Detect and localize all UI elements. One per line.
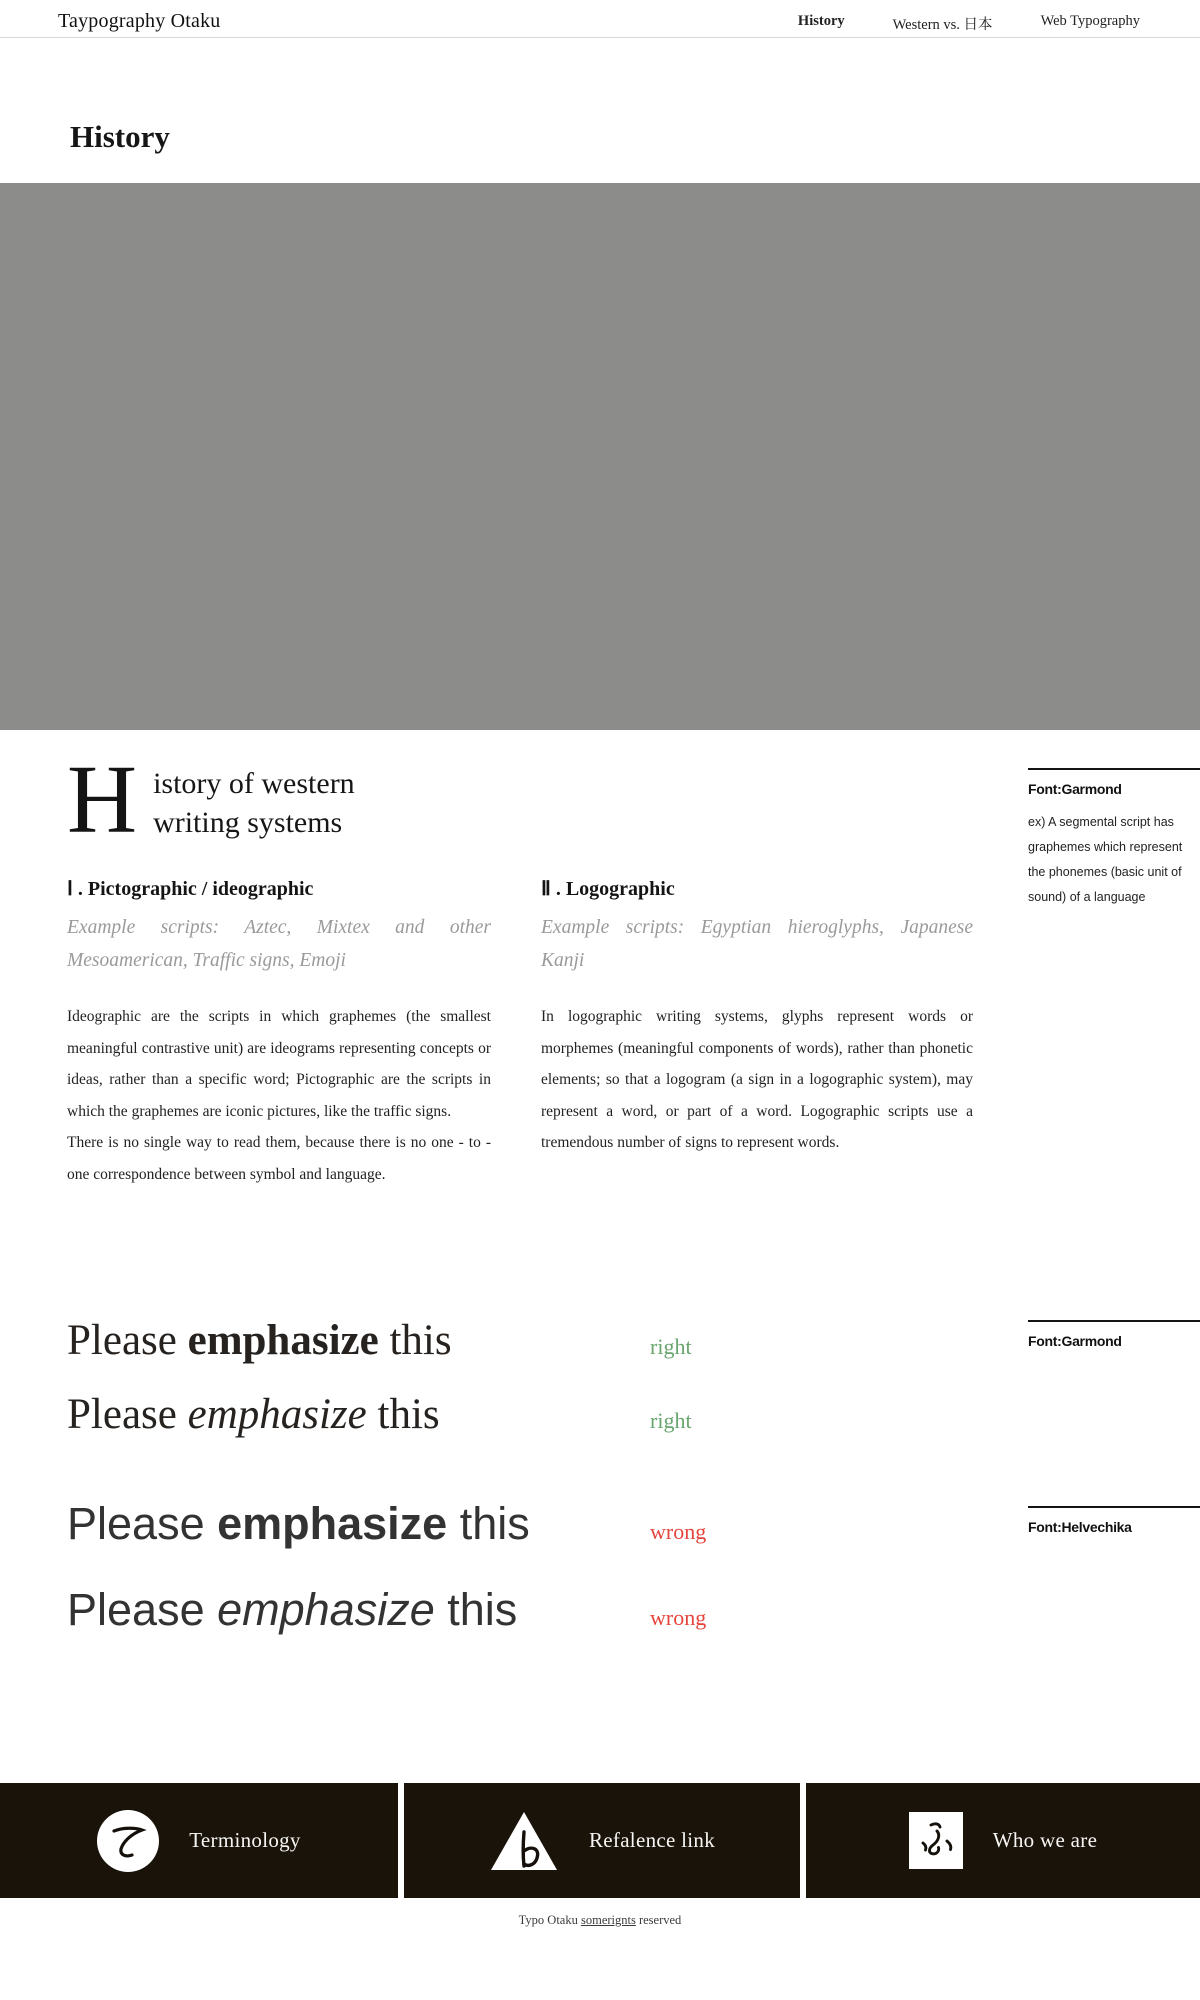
column-example-logographic: Example scripts: Egyptian hieroglyphs, Japanese Kanji bbox=[541, 917, 973, 971]
font-label-garmond: Font:Garmond bbox=[1028, 1333, 1122, 1349]
column-body-logographic bbox=[541, 1001, 973, 1159]
bottom-nav-label: Who we are bbox=[992, 1828, 1098, 1852]
body-paragraph: Ideographic are the scripts in which graphemes (the smallest meaningful contrastive unit) are ideograms representing concepts or ideas, rather than a specific word; Pictographic are the scripts in which the graphemes are iconic pictures, like the traffic signs. bbox=[67, 1008, 491, 1120]
verdict-label-wrong: wrong bbox=[650, 1605, 707, 1630]
emphasis-phrase: Please emphasize this bbox=[67, 1498, 530, 1549]
dropcap-h: H bbox=[67, 746, 138, 853]
article-heading-text bbox=[153, 764, 355, 842]
column-pictographic bbox=[67, 876, 491, 1190]
emphasis-row-serif-bold bbox=[67, 1316, 1067, 1365]
article-heading-line1: istory of western bbox=[153, 767, 355, 800]
hiragana-te-icon bbox=[97, 1810, 159, 1872]
article-heading-line2: writing systems bbox=[153, 806, 343, 839]
site-logo[interactable]: Taypography Otaku bbox=[58, 10, 221, 32]
nav-item-western-vs-japan[interactable]: Western vs. 日本 bbox=[892, 17, 993, 33]
hiragana-yori-icon bbox=[489, 1810, 559, 1872]
top-nav bbox=[798, 13, 1140, 34]
bottom-nav-refalence-link[interactable] bbox=[404, 1783, 800, 1898]
verdict-label-wrong: wrong bbox=[650, 1519, 707, 1544]
font-note-text: ex) A segmental script has graphemes which represent the phonemes (basic unit of sound) of a language bbox=[1028, 815, 1183, 904]
column-body-pictographic bbox=[67, 1001, 491, 1190]
font-label-helvechika: Font:Helvechika bbox=[1028, 1519, 1132, 1535]
emphasis-row-sans-italic bbox=[67, 1584, 1067, 1636]
nav-item-web-typography[interactable]: Web Typography bbox=[1040, 13, 1140, 29]
body-paragraph: In logographic writing systems, glyphs represent words or morphemes (meaningful components of words), rather than phonetic elements; so that a logogram (a sign in a logographic system), may represent a word, or part of a word. Logographic scripts use a tremendous number of signs to represent words. bbox=[541, 1008, 973, 1151]
verdict-label-right: right bbox=[650, 1334, 692, 1359]
page-title: History bbox=[70, 118, 170, 154]
verdict-label-right: right bbox=[650, 1408, 692, 1433]
hero-image bbox=[0, 183, 1200, 730]
bottom-nav bbox=[0, 1783, 1200, 1898]
article-heading bbox=[67, 746, 355, 853]
bottom-nav-who-we-are[interactable] bbox=[806, 1783, 1200, 1898]
body-paragraph: There is no single way to read them, because there is no one - to - one correspondence between symbol and language. bbox=[67, 1134, 491, 1183]
sidebar-note-garmond-1 bbox=[1028, 768, 1200, 910]
footer-copyright: Typo Otaku somerignts reserved bbox=[518, 1913, 682, 1927]
column-example-pictographic: Example scripts: Aztec, Mixtex and other Mesoamerican, Traffic signs, Emoji bbox=[67, 917, 491, 971]
column-heading-pictographic: Ⅰ . Pictographic / ideographic bbox=[67, 878, 314, 900]
site-header bbox=[0, 0, 1200, 38]
emphasis-phrase: Please emphasize this bbox=[67, 1317, 452, 1364]
emphasis-phrase: Please emphasize this bbox=[67, 1391, 440, 1438]
nav-item-history[interactable]: History bbox=[797, 13, 845, 29]
emphasis-row-serif-italic bbox=[67, 1390, 1067, 1439]
column-heading-logographic: Ⅱ . Logographic bbox=[541, 878, 675, 900]
bottom-nav-label: Terminology bbox=[189, 1828, 301, 1852]
hiragana-fu-icon bbox=[909, 1812, 963, 1869]
column-logographic bbox=[541, 876, 973, 1159]
font-label-garmond: Font:Garmond bbox=[1028, 781, 1122, 797]
bottom-nav-terminology[interactable] bbox=[0, 1783, 398, 1898]
bottom-nav-label: Refalence link bbox=[588, 1828, 716, 1852]
somerignts-link[interactable]: somerignts bbox=[580, 1913, 636, 1927]
emphasis-phrase: Please emphasize this bbox=[67, 1584, 518, 1635]
emphasis-row-sans-bold bbox=[67, 1498, 1067, 1550]
